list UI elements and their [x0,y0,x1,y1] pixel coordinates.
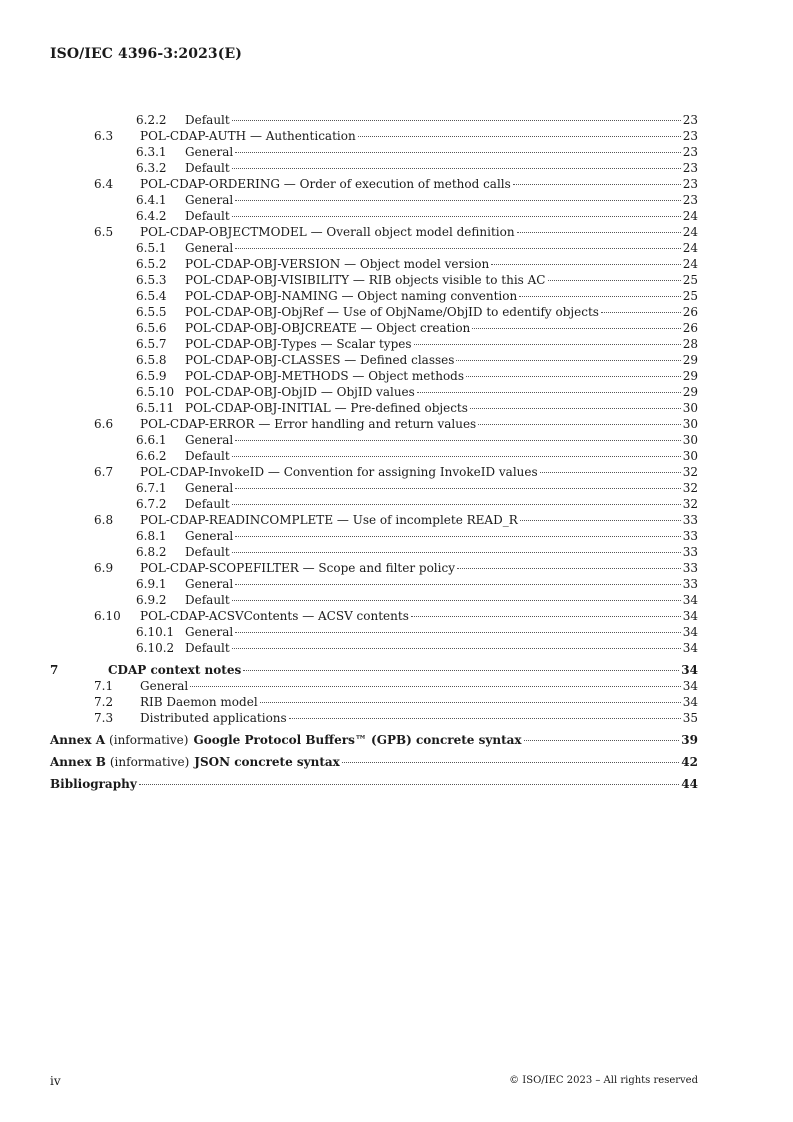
toc-entry-title: Default [185,545,230,559]
dot-leader [232,504,681,505]
toc-entry-line [50,732,698,748]
toc-entry-title: CDAP context notes [108,663,242,677]
dot-leader [520,520,681,521]
toc-entry-number: 6.9 [94,561,114,575]
dot-leader [139,784,680,785]
toc-entry-page: 33 [682,561,698,575]
dot-leader [235,200,680,201]
dot-leader [470,408,681,409]
toc-entry[interactable] [50,192,698,208]
toc-entry-line [50,678,698,694]
toc-entry-number: 7.1 [94,679,114,693]
toc-entry-title: POL-CDAP-OBJ-METHODS — Object methods [185,369,465,383]
toc-entry-title: POL-CDAP-OBJ-OBJCREATE — Object creation [185,321,471,335]
annex-qualifier: (informative) [109,755,190,769]
toc-entry-title: POL-CDAP-OBJ-NAMING — Object naming convention [185,289,518,303]
toc-entry[interactable] [50,592,698,608]
dot-leader [478,424,681,425]
toc-subentries [50,112,698,656]
toc-entry-line [50,416,698,432]
toc-entry-page: 34 [682,679,698,693]
toc-entry-page: 24 [682,257,698,271]
toc-entry-page: 30 [682,401,698,415]
toc-entry[interactable] [50,432,698,448]
toc-entry-title: General [185,241,234,255]
toc-entry-bibliography[interactable] [50,776,698,792]
toc-entry[interactable] [50,416,698,432]
toc-entry-title: General [140,679,189,693]
toc-entry[interactable] [50,576,698,592]
toc-entry-page: 24 [682,241,698,255]
toc-entry[interactable] [50,560,698,576]
toc-entry-number: 6.10 [94,609,121,623]
toc-entry-number: 6.7.1 [136,481,167,495]
dot-leader [235,536,680,537]
toc-entry-title: Default [185,209,230,223]
toc-entry-page: 24 [682,225,698,239]
toc-clause-7-items [50,678,698,726]
toc-entry-number: 6.5.7 [136,337,167,351]
toc-entry[interactable] [50,448,698,464]
toc-entry-title: POL-CDAP-OBJ-INITIAL — Pre-defined objects [185,401,468,415]
dot-leader [414,344,681,345]
toc-entry-title: Google Protocol Buffers™ (GPB) concrete syntax [193,733,522,747]
toc-entry-number: 6.2.2 [136,113,167,127]
toc-entry-number: 6.7.2 [136,497,167,511]
toc-entry-line [50,710,698,726]
toc-entry-page: 44 [681,777,698,791]
toc-entry[interactable] [50,320,698,336]
toc-entry-title: POL-CDAP-READINCOMPLETE — Use of incomplete READ_R [140,513,518,527]
toc-entry-number: 6.4.1 [136,193,167,207]
toc-entry[interactable] [50,368,698,384]
toc-entry-page: 23 [682,145,698,159]
toc-entry-title: Distributed applications [140,711,287,725]
toc-entry-number: 6.9.1 [136,577,167,591]
toc-entry-page: 30 [682,433,698,447]
toc-entry-title: JSON concrete syntax [194,755,340,769]
toc-entry-line [50,694,698,710]
toc-entry-page: 34 [682,641,698,655]
toc-entry[interactable] [50,400,698,416]
toc-entry[interactable] [50,256,698,272]
annex-label: Annex B [50,755,106,769]
toc-entry[interactable] [50,678,698,694]
toc-entry[interactable] [50,384,698,400]
toc-entry-number: 6.5.1 [136,241,167,255]
toc-entry-line [50,128,698,144]
toc-entry-page: 26 [682,305,698,319]
toc-entry[interactable] [50,144,698,160]
toc-entry-line [50,608,698,624]
toc-entry[interactable] [50,544,698,560]
toc-entry-title: POL-CDAP-OBJECTMODEL — Overall object model definition [140,225,515,239]
toc-entry-number: 6.5.8 [136,353,167,367]
toc-entry[interactable] [50,128,698,144]
page-number: iv [50,1074,61,1088]
toc-entry-page: 25 [682,289,698,303]
toc-entry-number: 6.5.6 [136,321,167,335]
toc-entry-title: POL-CDAP-InvokeID — Convention for assigning InvokeID values [140,465,538,479]
toc-entry[interactable] [50,496,698,512]
toc-entry-title: General [185,193,234,207]
dot-leader [491,264,681,265]
toc-entry-title: POL-CDAP-SCOPEFILTER — Scope and filter policy [140,561,455,575]
dot-leader [456,360,680,361]
toc-entry-page: 23 [682,161,698,175]
dot-leader [190,686,680,687]
dot-leader [524,740,680,741]
toc-entry-title: Default [185,161,230,175]
toc-entry-page: 34 [682,609,698,623]
toc-entry-page: 32 [682,465,698,479]
dot-leader [235,488,680,489]
toc-entry-page: 34 [681,663,698,677]
toc-entry-page: 29 [682,353,698,367]
toc-entry-title: Default [185,641,230,655]
dot-leader [457,568,681,569]
toc-entry-page: 30 [682,417,698,431]
toc-entry[interactable] [50,464,698,480]
document-id-header: ISO/IEC 4396-3:2023(E) [50,46,242,62]
dot-leader [235,632,680,633]
toc-entry-page: 23 [682,193,698,207]
dot-leader [232,600,681,601]
toc-entry-number: 6.5.5 [136,305,167,319]
toc-entry[interactable] [50,640,698,656]
dot-leader [289,718,681,719]
toc-entry-page: 34 [682,625,698,639]
toc-entry-page: 25 [682,273,698,287]
toc-entry-annex[interactable] [50,732,698,748]
dot-leader [232,552,681,553]
toc-entry-page: 28 [682,337,698,351]
toc-entry-title: General [185,481,234,495]
toc-entry-number: 6.3.2 [136,161,167,175]
toc-entry-line [50,464,698,480]
toc-entry[interactable] [50,240,698,256]
dot-leader [417,392,681,393]
dot-leader [548,280,681,281]
dot-leader [517,232,681,233]
toc-entry-title: POL-CDAP-OBJ-VISIBILITY — RIB objects visible to this AC [185,273,546,287]
annex-label: Annex A [50,733,106,747]
toc-entry-page: 32 [682,481,698,495]
toc-entry-number: 6.8.1 [136,529,167,543]
toc-entry[interactable] [50,336,698,352]
toc-entry-title: General [185,529,234,543]
dot-leader [232,120,681,121]
dot-leader [411,616,681,617]
toc-entry-number: 6.5.9 [136,369,167,383]
dot-leader [232,216,681,217]
toc-entry-title: Default [185,593,230,607]
toc-entry-number: 7.3 [94,711,114,725]
toc-entry-number: 6.6.2 [136,449,167,463]
toc-entry-page: 35 [682,711,698,725]
toc-entry-number: 6.5 [94,225,114,239]
toc-entry[interactable] [50,512,698,528]
dot-leader [232,456,681,457]
toc-entry[interactable] [50,176,698,192]
toc-entry-number: 6.5.3 [136,273,167,287]
annex-qualifier: (informative) [109,733,189,747]
toc-entry-page: 29 [682,369,698,383]
toc-entry-title: POL-CDAP-ORDERING — Order of execution of method calls [140,177,511,191]
toc-entry-number: 6.3.1 [136,145,167,159]
toc-entry-number: 6.10.2 [136,641,175,655]
copyright-notice: © ISO/IEC 2023 – All rights reserved [509,1075,698,1086]
toc-annexes [50,732,698,770]
toc-entry-page: 23 [682,113,698,127]
dot-leader [513,184,681,185]
toc-entry-page: 24 [682,209,698,223]
toc-entry[interactable] [50,710,698,726]
toc-entry-number: 6.5.2 [136,257,167,271]
toc-entry-number: 6.4 [94,177,114,191]
toc-entry-title: POL-CDAP-ERROR — Error handling and return values [140,417,477,431]
toc-entry-line [50,512,698,528]
toc-entry-number: 6.10.1 [136,625,175,639]
toc-entry-annex[interactable] [50,754,698,770]
toc-entry-title: Default [185,497,230,511]
toc-entry-page: 34 [682,695,698,709]
toc-entry[interactable] [50,288,698,304]
toc-entry-title: Bibliography [50,777,137,791]
dot-leader [235,152,680,153]
toc-entry-title: RIB Daemon model [140,695,258,709]
toc-entry-page: 33 [682,577,698,591]
toc-entry-page: 23 [682,129,698,143]
toc-entry-number: 7.2 [94,695,114,709]
toc-entry-line [50,224,698,240]
dot-leader [260,702,681,703]
toc-entry-title: POL-CDAP-OBJ-ObjID — ObjID values [185,385,415,399]
toc-entry-page: 32 [682,497,698,511]
dot-leader [519,296,680,297]
toc-entry-title: Default [185,449,230,463]
toc-entry[interactable] [50,208,698,224]
toc-entry[interactable] [50,160,698,176]
toc-entry[interactable] [50,608,698,624]
toc-entry-title: POL-CDAP-OBJ-CLASSES — Defined classes [185,353,455,367]
dot-leader [358,136,681,137]
dot-leader [243,670,679,671]
toc-entry-number: 6.8.2 [136,545,167,559]
toc-entry-page: 39 [681,733,698,747]
toc-entry-clause-7[interactable] [50,662,698,678]
dot-leader [601,312,681,313]
dot-leader [466,376,681,377]
toc-entry-line [50,754,698,770]
dot-leader [232,648,681,649]
toc-entry-number: 6.5.11 [136,401,175,415]
toc-entry-number: 6.7 [94,465,114,479]
toc-entry[interactable] [50,272,698,288]
dot-leader [472,328,680,329]
toc-entry-page: 23 [682,177,698,191]
toc-entry[interactable] [50,528,698,544]
toc-entry-page: 33 [682,513,698,527]
toc-entry-title: POL-CDAP-ACSVContents — ACSV contents [140,609,409,623]
toc-entry-page: 30 [682,449,698,463]
dot-leader [235,440,680,441]
toc-entry-number: 6.8 [94,513,114,527]
toc-entry[interactable] [50,624,698,640]
dot-leader [232,168,681,169]
dot-leader [235,584,680,585]
toc-entry[interactable] [50,304,698,320]
toc-entry-page: 29 [682,385,698,399]
toc-entry[interactable] [50,224,698,240]
toc-entry[interactable] [50,352,698,368]
table-of-contents [50,112,698,792]
toc-entry-line [50,560,698,576]
toc-entry-page: 33 [682,545,698,559]
toc-entry-line [50,176,698,192]
toc-entry[interactable] [50,480,698,496]
toc-entry-number: 6.4.2 [136,209,167,223]
toc-entry[interactable] [50,112,698,128]
toc-entry-number: 6.9.2 [136,593,167,607]
toc-entry-title: POL-CDAP-OBJ-VERSION — Object model version [185,257,490,271]
toc-entry-page: 26 [682,321,698,335]
toc-entry-title: POL-CDAP-AUTH — Authentication [140,129,356,143]
toc-entry-number: 6.3 [94,129,114,143]
toc-entry-number: 6.5.10 [136,385,175,399]
toc-entry-number: 7 [50,663,59,677]
toc-entry[interactable] [50,694,698,710]
dot-leader [540,472,681,473]
toc-entry-page: 34 [682,593,698,607]
dot-leader [342,762,679,763]
toc-entry-title: POL-CDAP-OBJ-ObjRef — Use of ObjName/ObjID to edentify objects [185,305,599,319]
toc-entry-title: General [185,577,234,591]
toc-entry-title: General [185,625,234,639]
toc-entry-title: General [185,145,234,159]
toc-entry-title: Default [185,113,230,127]
toc-entry-number: 6.6 [94,417,114,431]
toc-entry-number: 6.5.4 [136,289,167,303]
toc-entry-title: General [185,433,234,447]
toc-entry-page: 42 [681,755,698,769]
toc-entry-page: 33 [682,529,698,543]
toc-entry-title: POL-CDAP-OBJ-Types — Scalar types [185,337,412,351]
dot-leader [235,248,680,249]
toc-entry-number: 6.6.1 [136,433,167,447]
